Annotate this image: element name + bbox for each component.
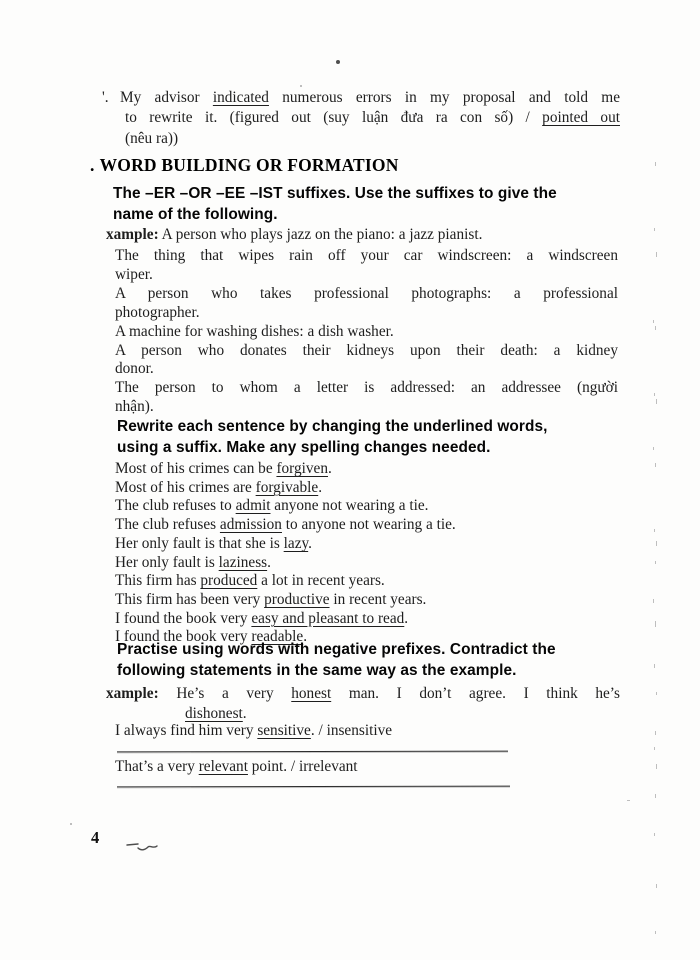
- example-text: A person who plays jazz on the piano: a jazz pianist.: [161, 226, 483, 243]
- task1-example: [106, 226, 620, 244]
- underlined-word: readable: [251, 628, 304, 646]
- scan-speck: [654, 228, 655, 231]
- scan-speck: [656, 692, 657, 695]
- scan-speck: [654, 393, 655, 396]
- scan-speck: [653, 447, 654, 450]
- sentence-line: The club refuses to admit anyone not wearing a tie.: [115, 497, 429, 515]
- example-label: xample:: [106, 685, 159, 702]
- underlined-word: produced: [200, 572, 258, 590]
- instruction-line: Practise using words with negative prefixes. Contradict the: [117, 641, 556, 658]
- scan-speck: [655, 326, 656, 330]
- scan-speck: [653, 599, 654, 603]
- scan-speck: [627, 800, 630, 801]
- scan-speck: [655, 794, 656, 798]
- underlined-word: laziness: [218, 553, 268, 571]
- sentence-line: That’s a very relevant point. / irrelevant: [115, 758, 358, 775]
- underlined-word: easy and pleasant to read: [251, 609, 405, 627]
- answer-text: My advisor indicated numerous errors in my proposal and told me: [120, 89, 620, 106]
- scan-speck: [656, 399, 657, 404]
- vocab-item-line: donor.: [115, 360, 154, 378]
- underlined-word: pointed out: [542, 109, 620, 127]
- underlined-word: forgivable: [255, 478, 319, 496]
- underlined-word: honest: [291, 685, 332, 702]
- scan-speck: [70, 823, 72, 825]
- sentence-line: Most of his crimes can be forgiven.: [115, 460, 332, 477]
- sentence-line: I found the book very easy and pleasant to read.: [115, 609, 409, 627]
- scan-speck: [653, 320, 654, 323]
- vocab-item-line: A person who donates their kidneys upon their death: a kidney: [115, 341, 618, 359]
- underlined-word: lazy: [283, 534, 309, 552]
- vocab-item-line: A machine for washing dishes: a dish washer.: [115, 322, 394, 340]
- instruction-line: using a suffix. Make any spelling changes needed.: [117, 439, 491, 456]
- vocab-item-line: photographer.: [115, 303, 200, 321]
- section-marker: .: [90, 155, 95, 175]
- answer-rule: [117, 786, 510, 788]
- instruction-line: Rewrite each sentence by changing the underlined words,: [117, 418, 548, 435]
- scan-speck: [655, 621, 656, 627]
- underlined-word: admission: [219, 516, 282, 534]
- scan-speck: [654, 529, 655, 532]
- scan-speck: [654, 833, 655, 836]
- answer-line: [102, 88, 620, 108]
- sentence-line: This firm has been very productive in recent years.: [115, 590, 427, 608]
- vocab-item-line: The thing that wipes rain off your car windscreen: a windscreen: [115, 247, 618, 264]
- underlined-word: sensitive: [257, 722, 311, 739]
- instruction-line: name of the following.: [113, 206, 278, 223]
- scan-speck: [656, 884, 657, 888]
- sentence-line: The club refuses admission to anyone not wearing a tie.: [115, 516, 456, 534]
- pencil-squiggle: [126, 840, 158, 854]
- scan-speck: [656, 541, 657, 546]
- underlined-word: dishonest: [185, 704, 243, 722]
- example-text: He’s a very honest man. I don’t agree. I think he’s: [176, 685, 621, 702]
- answer-line: (nêu ra)): [125, 129, 179, 147]
- task2-sentences: [115, 460, 625, 647]
- sentence-line: Her only fault is that she is lazy.: [115, 534, 312, 552]
- task3-instruction: [117, 639, 632, 681]
- scan-speck: [654, 664, 655, 668]
- underlined-word: relevant: [198, 758, 248, 775]
- task1-items: [115, 247, 618, 417]
- scan-speck: [655, 731, 656, 735]
- exercise-answer-item: [102, 88, 620, 149]
- section-heading: [90, 155, 399, 176]
- underlined-word: indicated: [212, 89, 269, 106]
- task2-instruction: [117, 416, 632, 458]
- scan-speck: [656, 252, 657, 257]
- underlined-word: productive: [264, 590, 330, 608]
- scan-speck: [655, 931, 656, 934]
- vocab-item-line: A person who takes professional photographs: a professional: [115, 284, 618, 302]
- vocab-item-line: The person to whom a letter is addressed: an addressee (người: [115, 379, 618, 397]
- scan-speck: [336, 60, 340, 64]
- section-title: WORD BUILDING OR FORMATION: [99, 155, 399, 175]
- task3-example: [106, 684, 620, 723]
- vocab-item-line: wiper.: [115, 265, 153, 283]
- sentence-line: I found the book very readable.: [115, 628, 308, 646]
- page-number: 4: [91, 828, 100, 847]
- scan-speck: [654, 747, 655, 750]
- example-label: xample:: [106, 226, 159, 243]
- sentence-line: This firm has produced a lot in recent years.: [115, 572, 385, 590]
- task1-instruction: [113, 183, 628, 225]
- sentence-line: Most of his crimes are forgivable.: [115, 478, 323, 496]
- instruction-line: following statements in the same way as the example.: [117, 662, 517, 679]
- sentence-line: Her only fault is laziness.: [115, 553, 271, 571]
- item-number-partial: '.: [102, 89, 109, 106]
- example-line: dishonest.: [185, 704, 247, 722]
- scan-speck: [300, 85, 302, 87]
- answer-rule: [117, 751, 508, 753]
- example-line: [106, 684, 620, 704]
- scan-speck: [655, 463, 656, 467]
- scan-speck: [655, 561, 656, 564]
- answer-line: to rewrite it. (figured out (suy luận đưa ra con số) / pointed out: [125, 109, 620, 127]
- vocab-item-line: nhận).: [115, 398, 154, 416]
- instruction-line: The –ER –OR –EE –IST suffixes. Use the suffixes to give the: [113, 185, 557, 202]
- underlined-word: forgiven: [276, 460, 328, 477]
- underlined-word: admit: [235, 497, 271, 515]
- scan-speck: [656, 764, 657, 769]
- sentence-line: I always find him very sensitive. / insensitive: [115, 722, 393, 739]
- scan-speck: [655, 162, 656, 166]
